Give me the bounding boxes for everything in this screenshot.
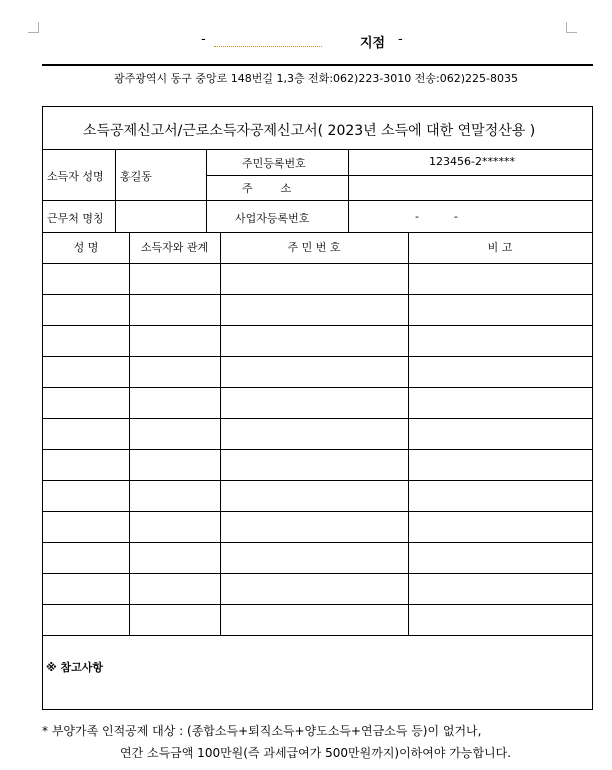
- col-header-remarks: 비 고: [487, 241, 513, 254]
- table-row-line: [43, 325, 592, 326]
- table-row-line: [43, 480, 592, 481]
- table-row-line: [43, 542, 592, 543]
- remarks-label: ※ 참고사항: [46, 661, 104, 674]
- table-row-line: [43, 604, 592, 605]
- header-dash-right: -: [398, 32, 403, 47]
- grid-line: [348, 149, 349, 232]
- form-title: 소득공제신고서/근로소득자공제신고서( 2023년 소득에 대한 연말정산용 ): [83, 123, 536, 139]
- resident-no-value[interactable]: 123456-2******: [429, 155, 515, 168]
- earner-name-label: 소득자 성명: [47, 170, 104, 183]
- table-row-line: [43, 511, 592, 512]
- branch-header: [0, 32, 612, 52]
- office-address: 광주광역시 동구 중앙로 148번길 1,3층 전화:062)223-3010 전송:062)225-8035: [113, 72, 518, 85]
- table-row-line: [43, 263, 592, 264]
- branch-label: 지점: [360, 36, 386, 51]
- table-row-line: [43, 418, 592, 419]
- resident-no-label: 주민등록번호: [242, 157, 306, 170]
- col-header-relation: 소득자와 관계: [140, 241, 209, 254]
- col-header-resident-no: 주 민 번 호: [287, 241, 341, 254]
- table-row-line: [43, 356, 592, 357]
- biz-no-value[interactable]: - -: [415, 210, 458, 223]
- header-dash-left: -: [201, 32, 206, 47]
- table-row-line: [43, 387, 592, 388]
- grid-line: [43, 149, 592, 150]
- grid-line: [115, 149, 116, 232]
- footnote-line-1: * 부양가족 인적공제 대상 : (종합소득+퇴직소득+양도소득+연금소득 등)이 없거나,: [42, 724, 482, 738]
- footnote-line-2: 연간 소득금액 100만원(즉 과세급여가 500만원까지)이하여야 가능합니다.: [120, 746, 512, 760]
- biz-no-label: 사업자등록번호: [235, 212, 310, 225]
- header-rule: [42, 64, 593, 66]
- workplace-label: 근무처 명칭: [47, 212, 104, 225]
- table-row-line: [43, 573, 592, 574]
- col-header-name: 성 명: [73, 241, 99, 254]
- grid-line: [408, 232, 409, 635]
- grid-line: [43, 200, 592, 201]
- grid-line: [43, 232, 592, 233]
- grid-line: [206, 149, 207, 232]
- grid-line: [43, 635, 592, 636]
- grid-line: [220, 232, 221, 635]
- table-row-line: [43, 449, 592, 450]
- earner-name-value[interactable]: 홍길동: [120, 170, 152, 183]
- table-row-line: [43, 294, 592, 295]
- deduction-form: [42, 106, 593, 710]
- grid-line: [129, 232, 130, 635]
- branch-name-blank: [214, 46, 322, 47]
- grid-line: [206, 175, 592, 176]
- address-label: 주 소: [242, 182, 292, 195]
